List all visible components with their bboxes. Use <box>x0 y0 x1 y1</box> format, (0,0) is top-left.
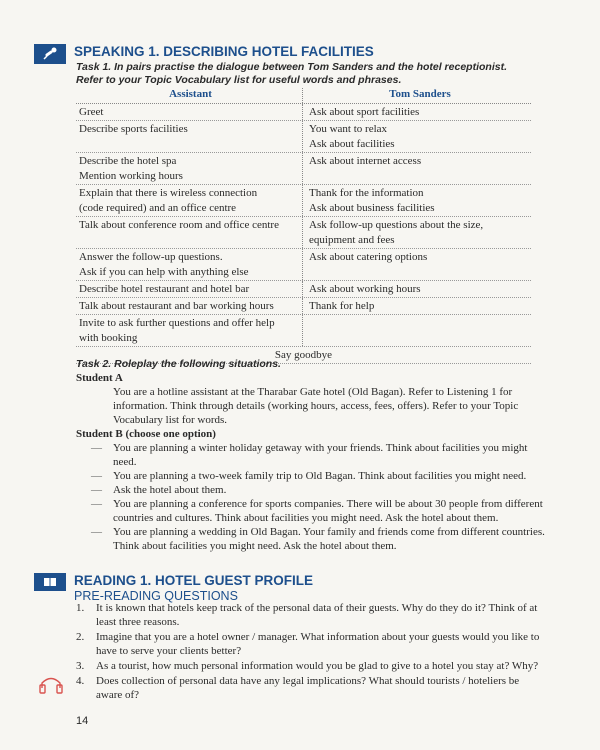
list-item <box>91 469 546 483</box>
cell-line: Invite to ask further questions and offer help <box>79 317 275 329</box>
header-assistant: Assistant <box>169 88 212 100</box>
reading-section-header <box>34 573 313 604</box>
assistant-cell <box>76 217 302 248</box>
dialogue-table <box>76 88 531 364</box>
task2-title: Task 2. Roleplay the following situations. <box>76 358 281 370</box>
list-item <box>76 659 546 673</box>
table-row <box>76 217 531 249</box>
assistant-cell <box>76 249 302 280</box>
speaking-title: SPEAKING 1. DESCRIBING HOTEL FACILITIES <box>74 44 374 59</box>
question-number: 2. <box>76 631 85 643</box>
table-body <box>76 104 531 347</box>
option-text: You are planning a wedding in Old Bagan. Your family and friends come from different countries. Think about facilities you might need. Ask the hotel about them. <box>113 526 545 552</box>
student-b-label: Student B (choose one option) <box>76 428 216 440</box>
table-header <box>76 88 531 104</box>
task1-instructions: Task 1. In pairs practise the dialogue between Tom Sanders and the hotel receptionist. Refer to your Topic Vocabulary list for useful words and phrases. <box>76 61 507 86</box>
pre-reading-heading: PRE-READING QUESTIONS <box>74 589 238 603</box>
assistant-cell <box>76 185 302 216</box>
cell-line: with booking <box>79 332 138 344</box>
task2-section <box>76 358 546 553</box>
table-row <box>76 315 531 347</box>
option-text: You are planning a two-week family trip to Old Bagan. Think about facilities you might need. <box>113 470 527 482</box>
assistant-cell <box>76 281 302 297</box>
question-number: 3. <box>76 660 85 672</box>
student-a-text: You are a hotline assistant at the Tharabar Gate hotel (Old Bagan). Refer to Listening 1 for information. Think through details (working hours, access, fees, offers). Refer to your Topic Vocabulary list for words. <box>113 386 519 426</box>
assistant-cell <box>76 121 302 152</box>
cell-line: Ask follow-up questions about the size, <box>309 219 484 231</box>
table-row <box>76 121 531 153</box>
cell-line: Ask about working hours <box>309 283 421 295</box>
cell-line: Answer the follow-up questions. <box>79 251 223 263</box>
table-row <box>76 104 531 121</box>
list-item <box>76 601 546 629</box>
table-row <box>76 153 531 185</box>
cell-line: Describe hotel restaurant and hotel bar <box>79 283 250 295</box>
dash-bullet: — <box>91 484 102 496</box>
assistant-cell <box>76 315 302 346</box>
cell-line: Greet <box>79 106 104 118</box>
microphone-icon <box>34 44 66 64</box>
pre-reading-questions <box>76 601 546 703</box>
question-text: Does collection of personal data have any legal implications? What should tourists / hoteliers be aware of? <box>96 675 520 701</box>
list-item <box>91 497 546 525</box>
option-text: Ask the hotel about them. <box>113 484 227 496</box>
cell-line: Describe the hotel spa <box>79 155 177 167</box>
table-row <box>76 298 531 315</box>
list-item <box>76 674 546 702</box>
tom-sanders-cell <box>302 298 531 314</box>
page-number: 14 <box>76 715 89 727</box>
list-item <box>91 483 546 497</box>
option-text: You are planning a conference for sports companies. There will be about 30 people from different countries and cultures. Think about facilities you might need. Ask the hotel about them. <box>113 498 543 524</box>
cell-line: equipment and fees <box>309 234 395 246</box>
cell-line: Explain that there is wireless connection <box>79 187 258 199</box>
dash-bullet: — <box>91 470 102 482</box>
table-row <box>76 249 531 281</box>
dash-bullet: — <box>91 498 102 510</box>
table-row <box>76 281 531 298</box>
cell-line: Ask about internet access <box>309 155 422 167</box>
cell-line: Ask about sport facilities <box>309 106 420 118</box>
table-footer: Say goodbye <box>76 347 531 364</box>
headphones-icon <box>38 676 64 699</box>
cell-line: Ask about catering options <box>309 251 428 263</box>
question-text: As a tourist, how much personal information would you be glad to give to a hotel you stay at? Why? <box>96 660 539 672</box>
tom-sanders-cell <box>302 185 531 216</box>
student-a-label: Student A <box>76 372 123 384</box>
assistant-cell <box>76 104 302 120</box>
question-text: It is known that hotels keep track of the personal data of their guests. Why do they do it? Think of at least three reasons. <box>96 602 538 628</box>
cell-line: Thank for help <box>309 300 375 312</box>
cell-line: (code required) and an office centre <box>79 202 237 214</box>
tom-sanders-cell <box>302 217 531 248</box>
assistant-cell <box>76 153 302 184</box>
header-tom-sanders: Tom Sanders <box>302 88 531 103</box>
tom-sanders-cell <box>302 249 531 280</box>
cell-line: Ask about business facilities <box>309 202 435 214</box>
question-text: Imagine that you are a hotel owner / manager. What information about your guests would you like to have to serve your clients better? <box>96 631 540 657</box>
option-text: You are planning a winter holiday getaway with your friends. Think about facilities you might need. <box>113 442 528 468</box>
assistant-cell <box>76 298 302 314</box>
cell-line: Thank for the information <box>309 187 424 199</box>
reading-title: READING 1. HOTEL GUEST PROFILE <box>74 573 314 588</box>
question-number: 4. <box>76 675 85 687</box>
cell-line: Ask about facilities <box>309 138 395 150</box>
tom-sanders-cell <box>302 121 531 152</box>
dash-bullet: — <box>91 526 102 538</box>
tom-sanders-cell <box>302 315 531 346</box>
cell-line: Talk about restaurant and bar working hours <box>79 300 274 312</box>
cell-line: Ask if you can help with anything else <box>79 266 249 278</box>
tom-sanders-cell <box>302 104 531 120</box>
list-item <box>91 441 546 469</box>
cell-line: You want to relax <box>309 123 388 135</box>
tom-sanders-cell <box>302 153 531 184</box>
table-row <box>76 185 531 217</box>
cell-line: Describe sports facilities <box>79 123 188 135</box>
book-icon <box>34 573 66 591</box>
cell-line: Talk about conference room and office centre <box>79 219 279 231</box>
list-item <box>76 630 546 658</box>
question-number: 1. <box>76 602 85 614</box>
student-b-options <box>76 441 546 553</box>
list-item <box>91 525 546 553</box>
tom-sanders-cell <box>302 281 531 297</box>
dash-bullet: — <box>91 442 102 454</box>
cell-line: Mention working hours <box>79 170 183 182</box>
